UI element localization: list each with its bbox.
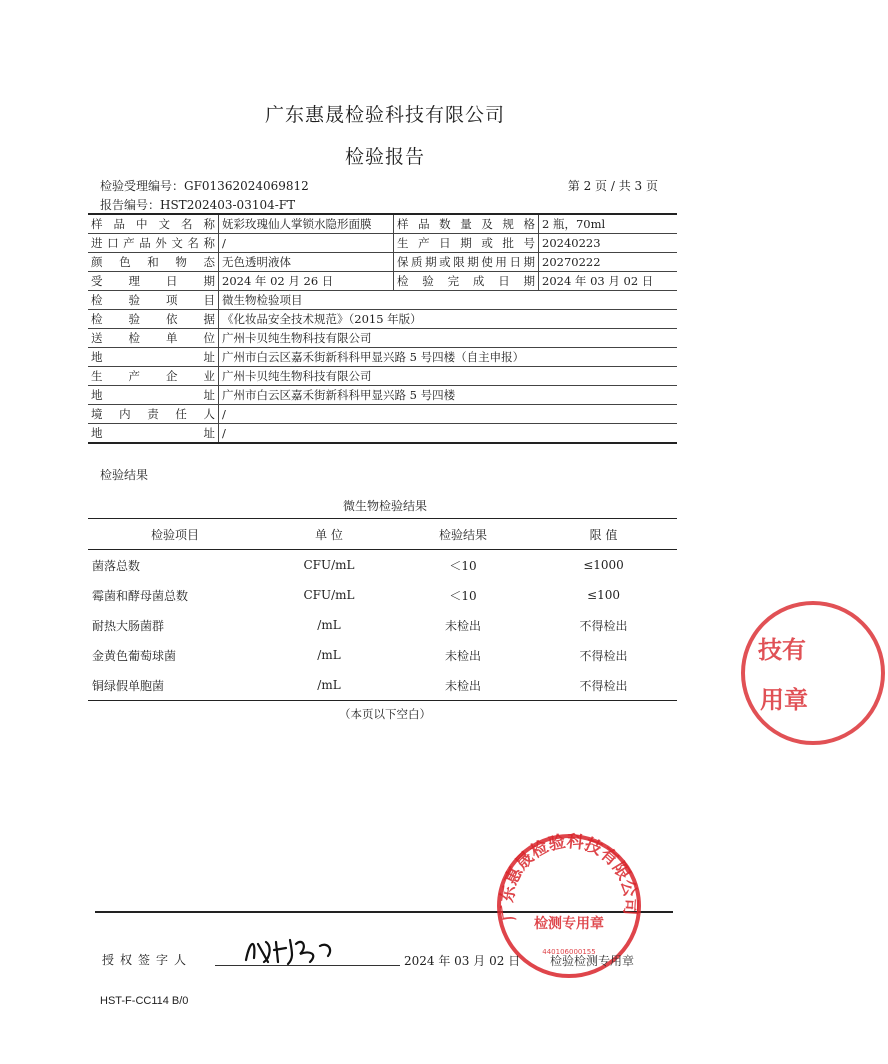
row-unit: /mL (317, 648, 341, 662)
row-item: 金黄色葡萄球菌 (92, 648, 177, 663)
seal-label: 检验检测专用章 (550, 954, 635, 968)
results-table (88, 518, 677, 701)
row-result: 未检出 (444, 648, 481, 663)
row-limit: 不得检出 (579, 618, 628, 633)
received-date: 2024 年 02 月 26 日 (219, 272, 394, 291)
submitter: 广州卡贝纯生物科技有限公司 (219, 329, 678, 348)
table-row (88, 550, 677, 581)
seal-subtitle: 检测专用章 (534, 916, 604, 932)
producer-address-label: 地址 (88, 386, 219, 405)
expiry: 20270222 (539, 253, 678, 272)
header-unit: 单 位 (262, 519, 396, 550)
row-unit: CFU/mL (303, 588, 355, 602)
domestic-responsible: / (219, 405, 678, 424)
header-result: 检验结果 (396, 519, 530, 550)
signer-label: 授权签字人 (102, 953, 193, 967)
acceptance-number: 检验受理编号：GF01362024069812 (100, 179, 309, 193)
sample-name: 妩彩玫瑰仙人掌锁水隐形面膜 (219, 214, 394, 234)
results-section-label: 检验结果 (100, 468, 149, 482)
table-row (88, 610, 677, 640)
svg-text:技有: 技有 (758, 636, 806, 664)
received-label: 受理日期 (88, 272, 219, 291)
submitter-label: 送检单位 (88, 329, 219, 348)
page-info: 第 2 页 / 共 3 页 (567, 179, 658, 193)
row-unit: /mL (262, 670, 396, 701)
color-label: 颜色和物态 (88, 253, 219, 272)
color-state: 无色透明液体 (219, 253, 394, 272)
batch-label: 生产日期或批号 (394, 234, 539, 253)
row-unit: /mL (317, 618, 341, 632)
sample-info-table (88, 213, 677, 444)
blank-note: （本页以下空白） (339, 707, 431, 721)
row-result: ＜10 (449, 558, 477, 573)
row-item: 铜绿假单胞菌 (88, 670, 262, 701)
row-limit: ≤1000 (583, 558, 624, 572)
completed-date: 2024 年 03 月 02 日 (539, 272, 678, 291)
signature-date: 2024 年 03 月 02 日 (404, 954, 521, 968)
domestic-address: / (219, 424, 678, 444)
row-result: 未检出 (396, 670, 530, 701)
items-label: 检验项目 (88, 291, 219, 310)
report-number: 报告编号：HST202403-03104-FT (100, 198, 296, 212)
svg-text:广东惠晟检验科技有限公司 (497, 832, 641, 922)
quantity-label: 样品数量及规格 (394, 214, 539, 234)
domestic-label: 境内责任人 (88, 405, 219, 424)
expiry-label: 保质期或限期使用日期 (394, 253, 539, 272)
import-name: / (219, 234, 394, 253)
batch: 20240223 (539, 234, 678, 253)
row-unit: CFU/mL (303, 558, 355, 572)
report-title: 检验报告 (344, 146, 425, 168)
handwritten-signature (240, 934, 340, 968)
table-row (88, 670, 677, 701)
row-result: 未检出 (444, 618, 481, 633)
submitter-address-label: 地址 (88, 348, 219, 367)
svg-text:用章: 用章 (760, 686, 808, 714)
company-name: 广东惠晟检验科技有限公司 (264, 104, 505, 126)
domestic-address-label: 地址 (88, 424, 219, 444)
row-item: 菌落总数 (92, 558, 141, 573)
import-name-label: 进口产品外文名称 (88, 234, 219, 253)
row-result: ＜10 (449, 588, 477, 603)
producer-address: 广州市白云区嘉禾街新科科甲显兴路 5 号四楼 (219, 386, 678, 405)
quantity: 2 瓶，70ml (539, 214, 678, 234)
submitter-address: 广州市白云区嘉禾街新科科甲显兴路 5 号四楼（自主申报） (219, 348, 678, 367)
producer: 广州卡贝纯生物科技有限公司 (219, 367, 678, 386)
form-code: HST-F-CC114 B/0 (100, 995, 189, 1007)
header-limit: 限 值 (530, 519, 677, 550)
header-item: 检验项目 (88, 519, 262, 550)
row-item: 耐热大肠菌群 (92, 618, 165, 633)
sample-name-label: 样品中文名称 (88, 214, 219, 234)
results-table-title: 微生物检验结果 (342, 499, 427, 513)
row-limit: 不得检出 (530, 670, 677, 701)
test-basis: 《化妆品安全技术规范》（2015 年版） (219, 310, 678, 329)
row-limit: 不得检出 (579, 648, 628, 663)
producer-label: 生产企业 (88, 367, 219, 386)
table-row (88, 580, 677, 610)
completed-label: 检验完成日期 (394, 272, 539, 291)
table-row (88, 640, 677, 670)
partial-seal-stamp (738, 598, 888, 748)
test-items: 微生物检验项目 (219, 291, 678, 310)
signature-line (215, 965, 400, 966)
row-limit: ≤100 (587, 588, 620, 602)
basis-label: 检验依据 (88, 310, 219, 329)
seal-text: 广东惠晟检验科技有限公司 (497, 832, 641, 923)
seal-number: 440106000155 (542, 948, 596, 956)
row-item: 霉菌和酵母菌总数 (92, 588, 189, 603)
